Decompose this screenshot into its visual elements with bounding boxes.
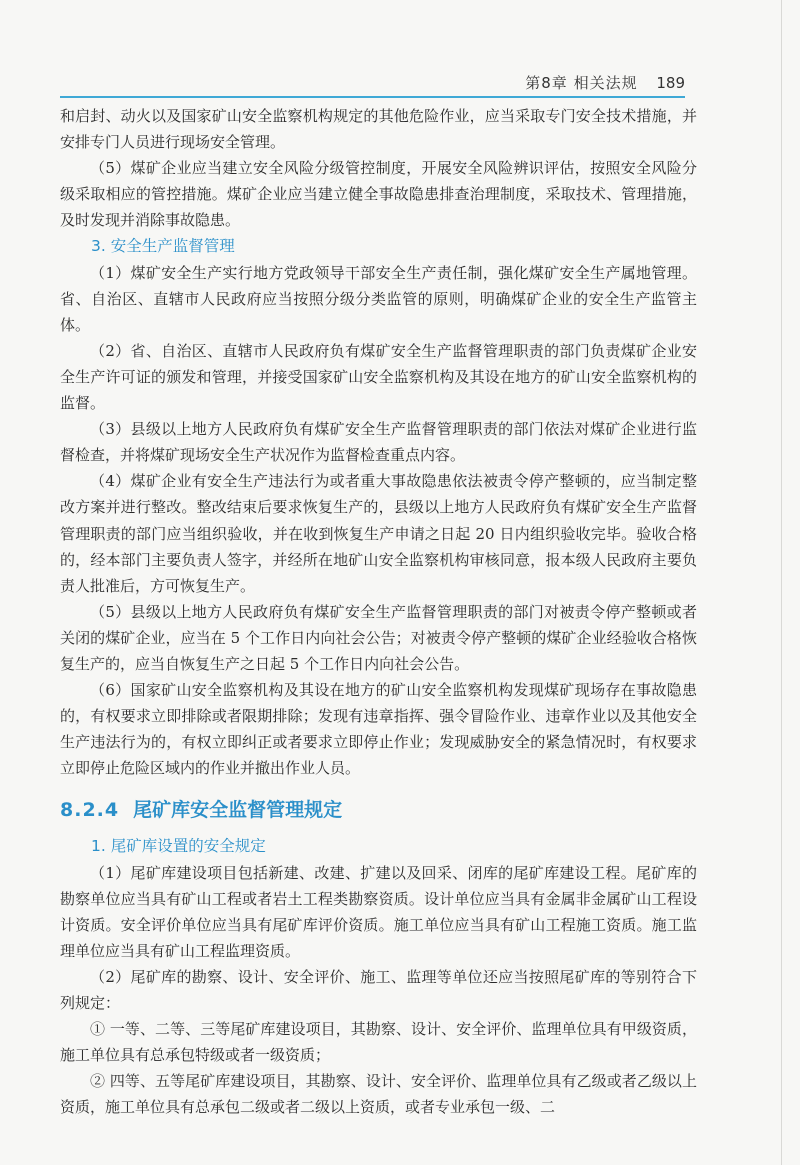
page-edge-line (781, 0, 782, 1165)
subsection-heading: 3. 安全生产监督管理 (91, 237, 235, 256)
paragraph: （2）尾矿库的勘察、设计、安全评价、施工、监理等单位还应当按照尾矿库的等别符合下列规定： (60, 967, 697, 1012)
section-heading (60, 795, 697, 825)
paragraph: （2）省、自治区、直辖市人民政府负有煤矿安全生产监督管理职责的部门负责煤矿企业安全生产许可证的颁发和管理，并接受国家矿山安全监察机构及其设在地方的矿山安全监察机构的监督。 (60, 341, 697, 413)
paragraph: （4）煤矿企业有安全生产违法行为或者重大事故隐患依法被责令停产整顿的，应当制定整改方案并进行整改。整改结束后要求恢复生产的，县级以上地方人民政府负有煤矿安全生产监督管理职责的部门应当组织验收，并在收到恢复生产申请之日起 20 日内组织验收完毕。验收合格的，经本部门主要负责人签字，并经所在地矿山安全监察机构审核同意，报本级人民政府主要负责人批准后，方可恢复生产。 (60, 472, 697, 595)
paragraph: ② 四等、五等尾矿库建设项目，其勘察、设计、安全评价、监理单位具有乙级或者乙级以上资质，施工单位具有总承包二级或者二级以上资质，或者专业承包一级、二 (60, 1072, 697, 1117)
paragraph: 和启封、动火以及国家矿山安全监察机构规定的其他危险作业，应当采取专门安全技术措施，并安排专门人员进行现场安全管理。 (60, 107, 697, 152)
paragraph: （1）煤矿安全生产实行地方党政领导干部安全生产责任制，强化煤矿安全生产属地管理。省、自治区、直辖市人民政府应当按照分级分类监管的原则，明确煤矿企业的安全生产监管主体。 (60, 263, 697, 334)
paragraph: （6）国家矿山安全监察机构及其设在地方的矿山安全监察机构发现煤矿现场存在事故隐患的，有权要求立即排除或者限期排除；发现有违章指挥、强令冒险作业、违章作业以及其他安全生产违法行为的，有权立即纠正或者要求立即停止作业；发现威胁安全的紧急情况时，有权要求立即停止危险区域内的作业并撤出作业人员。 (60, 681, 697, 778)
section-number: 8.2.4 (60, 799, 120, 822)
paragraph: ① 一等、二等、三等尾矿库建设项目，其勘察、设计、安全评价、监理单位具有甲级资质，施工单位具有总承包特级或者一级资质； (60, 1020, 697, 1065)
chapter-title: 第8章 相关法规 (525, 74, 638, 92)
paragraph: （1）尾矿库建设项目包括新建、改建、扩建以及回采、闭库的尾矿库建设工程。尾矿库的勘察单位应当具有矿山工程或者岩土工程类勘察资质。设计单位应当具有金属非金属矿山工程设计资质。安全评价单位应当具有尾矿库评价资质。施工单位应当具有矿山工程施工资质。施工监理单位应当具有矿山工程监理资质。 (60, 863, 697, 960)
page-number: 189 (656, 74, 685, 92)
running-header (60, 72, 685, 94)
paragraph: （5）煤矿企业应当建立安全风险分级管控制度，开展安全风险辨识评估，按照安全风险分级采取相应的管控措施。煤矿企业应当建立健全事故隐患排查治理制度，采取技术、管理措施，及时发现并消除事故隐患。 (60, 159, 697, 230)
section-title: 尾矿库安全监督管理规定 (133, 799, 343, 822)
paragraph: （3）县级以上地方人民政府负有煤矿安全生产监督管理职责的部门依法对煤矿企业进行监督检查，并将煤矿现场安全生产状况作为监督检查重点内容。 (60, 420, 697, 465)
body-text (60, 103, 697, 1120)
subsection-heading: 1. 尾矿库设置的安全规定 (91, 837, 266, 856)
header-rule (60, 96, 685, 98)
paragraph: （5）县级以上地方人民政府负有煤矿安全生产监督管理职责的部门对被责令停产整顿或者关闭的煤矿企业，应当在 5 个工作日内向社会公告；对被责令停产整顿的煤矿企业经验收合格恢复生产的，应当自恢复生产之日起 5 个工作日内向社会公告。 (60, 602, 697, 673)
